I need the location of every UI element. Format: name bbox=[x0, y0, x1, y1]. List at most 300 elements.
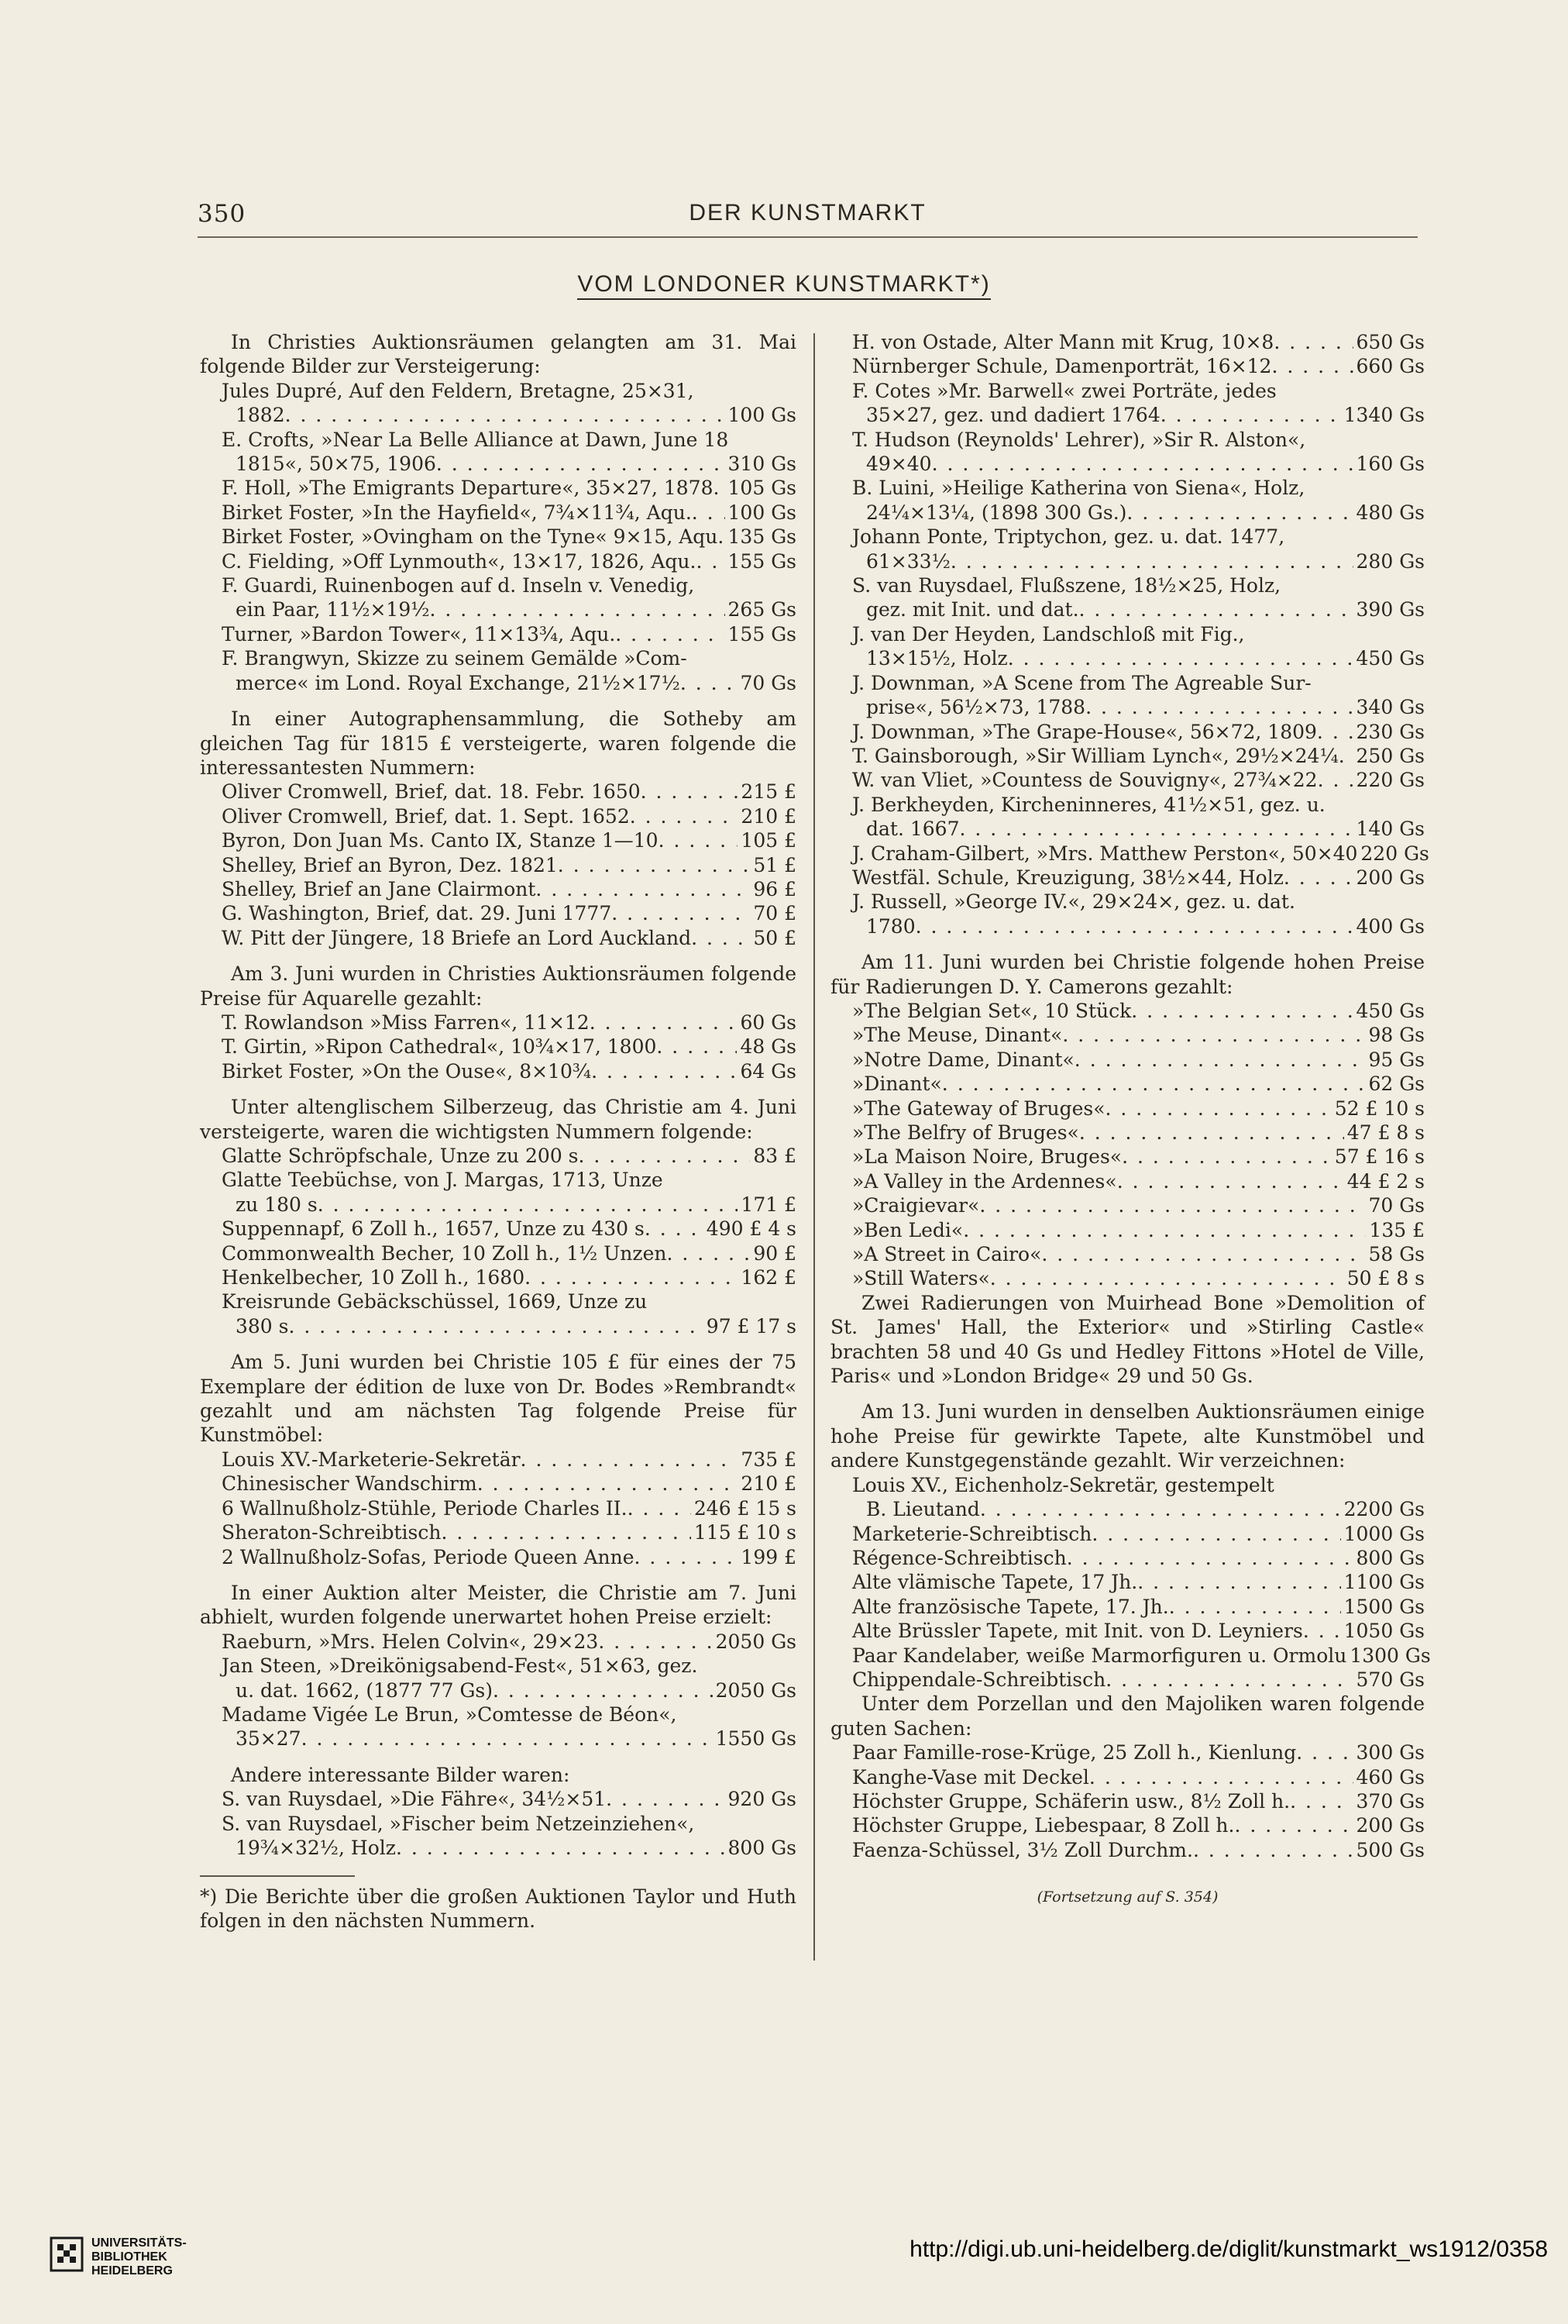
price-entry bbox=[830, 1522, 1425, 1546]
price-entry bbox=[200, 1168, 796, 1192]
price-entry-label: gez. mit Init. und dat. bbox=[866, 598, 1079, 621]
dot-leader bbox=[1271, 354, 1353, 378]
price-entry bbox=[200, 1472, 796, 1496]
price-entry bbox=[200, 926, 796, 950]
dot-leader bbox=[980, 1497, 1341, 1521]
price-entry-label: ein Paar, 11½×19½ bbox=[236, 598, 430, 621]
price-entry-value: 62 Gs bbox=[1368, 1072, 1425, 1096]
price-entry bbox=[830, 1121, 1425, 1145]
price-entry bbox=[830, 1789, 1425, 1813]
price-entry bbox=[200, 1787, 796, 1811]
paragraph: Unter dem Porzellan und den Majoliken waren folgende guten Sachen: bbox=[830, 1692, 1425, 1740]
price-entry-value: 250 Gs bbox=[1356, 744, 1425, 767]
dot-leader bbox=[1274, 330, 1353, 354]
price-entry bbox=[830, 914, 1425, 938]
header-rule bbox=[198, 236, 1418, 238]
price-entry bbox=[200, 379, 796, 403]
price-entry-label: 35×27, gez. und dadiert 1764 bbox=[866, 404, 1161, 427]
price-entry-label: Faenza-Schüssel, 3½ Zoll Durchm. bbox=[852, 1838, 1193, 1861]
price-entry-value: 115 £ 10 s bbox=[693, 1521, 796, 1544]
price-entry bbox=[830, 866, 1425, 890]
price-entry-value: 44 £ 2 s bbox=[1346, 1169, 1425, 1193]
price-entry bbox=[830, 671, 1425, 695]
price-entry-value: 1550 Gs bbox=[715, 1727, 796, 1751]
price-entry bbox=[830, 793, 1425, 817]
price-entry-label: F. Holl, »The Emigrants Departure«, 35×27, 1878 bbox=[222, 477, 714, 500]
price-entry bbox=[830, 525, 1425, 549]
price-entry bbox=[830, 1595, 1425, 1619]
price-list bbox=[200, 1630, 796, 1751]
price-entry-value: 155 Gs bbox=[727, 549, 796, 573]
price-entry-label: »La Maison Noire, Bruges« bbox=[852, 1145, 1123, 1169]
price-entry bbox=[830, 1497, 1425, 1521]
price-entry-label: merce« im Lond. Royal Exchange, 21½×17½ bbox=[236, 671, 680, 694]
dot-leader bbox=[628, 1496, 691, 1520]
price-entry bbox=[200, 828, 796, 852]
price-entry-value: 135 Gs bbox=[727, 525, 796, 549]
price-entry-label: J. Craham-Gilbert, »Mrs. Matthew Perston«, 50×40 bbox=[852, 842, 1358, 865]
price-entry bbox=[200, 525, 796, 549]
dot-leader bbox=[1041, 1242, 1365, 1266]
dot-leader bbox=[1106, 1097, 1332, 1121]
right-column bbox=[830, 330, 1431, 1910]
price-entry bbox=[830, 1838, 1425, 1862]
dot-leader bbox=[477, 1472, 738, 1496]
dot-leader bbox=[696, 549, 724, 573]
price-entry bbox=[830, 720, 1425, 744]
price-entry-label: B. Luini, »Heilige Katherina von Siena«, Holz, bbox=[852, 477, 1305, 500]
price-entry bbox=[830, 354, 1425, 378]
dot-leader bbox=[558, 853, 751, 877]
price-entry-label: S. van Ruysdael, »Fischer beim Netzeinziehen«, bbox=[222, 1812, 695, 1835]
price-entry-value: 230 Gs bbox=[1356, 720, 1425, 743]
price-entry-label: Shelley, Brief an Jane Clairmont bbox=[222, 877, 536, 900]
price-list bbox=[200, 1787, 796, 1860]
price-entry bbox=[200, 1836, 796, 1860]
price-entry bbox=[200, 1059, 796, 1083]
dot-leader bbox=[1290, 1789, 1353, 1813]
price-entry-label: G. Washington, Brief, dat. 29. Juni 1777 bbox=[222, 902, 612, 925]
price-entry bbox=[830, 403, 1425, 427]
dot-leader bbox=[1234, 1813, 1353, 1837]
dot-leader bbox=[1193, 1838, 1353, 1862]
price-entry-value: 50 £ 8 s bbox=[1346, 1267, 1425, 1290]
dot-leader bbox=[963, 1218, 1366, 1242]
library-name-line: HEIDELBERG bbox=[91, 2264, 173, 2278]
price-entry-label: Alte französische Tapete, 17. Jh. bbox=[852, 1595, 1169, 1618]
price-entry-value: 100 Gs bbox=[727, 501, 796, 524]
paragraph: Am 3. Juni wurden in Christies Auktionsräumen folgende Preise für Aquarelle gezahlt: bbox=[200, 962, 796, 1010]
price-entry-label: T. Girtin, »Ripon Cathedral«, 10¾×17, 1800 bbox=[222, 1035, 657, 1059]
price-entry-value: 97 £ 17 s bbox=[706, 1314, 796, 1338]
dot-leader bbox=[429, 597, 724, 621]
library-name-line: BIBLIOTHEK bbox=[91, 2250, 167, 2264]
price-entry bbox=[200, 1289, 796, 1313]
dot-leader bbox=[1008, 646, 1353, 670]
price-entry-value: 800 Gs bbox=[727, 1836, 796, 1859]
price-entry bbox=[830, 1242, 1425, 1266]
price-list bbox=[200, 379, 796, 695]
price-entry-label: »The Meuse, Dinant« bbox=[852, 1024, 1063, 1047]
price-entry-label: Henkelbecher, 10 Zoll h., 1680 bbox=[222, 1266, 525, 1289]
price-entry bbox=[200, 804, 796, 828]
price-entry bbox=[830, 1266, 1425, 1290]
paragraph: Am 13. Juni wurden in denselben Auktionsräumen einige hohe Preise für gewirkte Tapete, alte Kunstmöbel und andere Kunstgegenstände gezahlt. Wir verzeichnen: bbox=[830, 1400, 1425, 1472]
price-entry bbox=[830, 1048, 1425, 1072]
price-entry bbox=[830, 1169, 1425, 1193]
dot-leader bbox=[1137, 1570, 1340, 1594]
price-entry-label: 61×33½ bbox=[866, 549, 951, 573]
price-entry-label: 6 Wallnußholz-Stühle, Periode Charles II. bbox=[222, 1496, 628, 1520]
price-entry-value: 83 £ bbox=[753, 1145, 796, 1167]
price-entry-label: Alte Brüssler Tapete, mit Init. von D. Leyniers bbox=[852, 1620, 1303, 1643]
price-entry-label: 24¼×13¼, (1898 300 Gs.) bbox=[866, 501, 1127, 524]
price-entry-label: Shelley, Brief an Byron, Dez. 1821 bbox=[222, 853, 558, 876]
price-entry-label: »The Belgian Set«, 10 Stück bbox=[852, 999, 1132, 1022]
price-entry-value: 200 Gs bbox=[1356, 1814, 1425, 1837]
dot-leader bbox=[606, 1787, 724, 1811]
paragraph: Am 11. Juni wurden bei Christie folgende hohen Preise für Radierungen D. Y. Camerons gezahlt: bbox=[830, 951, 1425, 998]
price-entry bbox=[200, 403, 796, 427]
price-entry-label: »The Gateway of Bruges« bbox=[852, 1097, 1106, 1120]
price-entry-label: 1882 bbox=[236, 404, 285, 427]
dot-leader bbox=[1075, 1048, 1366, 1072]
dot-leader bbox=[1161, 403, 1341, 427]
price-entry bbox=[830, 744, 1425, 768]
price-entry bbox=[200, 1011, 796, 1035]
price-entry bbox=[830, 622, 1425, 646]
price-entry-label: 1780 bbox=[866, 914, 916, 938]
price-entry-value: 140 Gs bbox=[1356, 818, 1425, 841]
price-entry-label: S. van Ruysdael, »Die Fähre«, 34½×51 bbox=[222, 1788, 607, 1811]
price-entry bbox=[200, 1496, 796, 1520]
price-entry-value: 1500 Gs bbox=[1343, 1595, 1425, 1618]
price-entry bbox=[200, 1241, 796, 1265]
dot-leader bbox=[656, 1035, 737, 1059]
price-entry-label: Kanghe-Vase mit Deckel bbox=[852, 1765, 1089, 1789]
price-entry-value: 98 Gs bbox=[1368, 1024, 1425, 1047]
price-entry-label: C. Fielding, »Off Lynmouth«, 13×17, 1826, Aqu. bbox=[222, 549, 696, 573]
price-entry bbox=[200, 1727, 796, 1751]
dot-leader bbox=[285, 403, 725, 427]
price-entry-label: 380 s bbox=[236, 1314, 289, 1338]
price-entry bbox=[830, 330, 1425, 354]
price-entry bbox=[200, 622, 796, 646]
dot-leader bbox=[1318, 768, 1353, 792]
source-url-link[interactable]: http://digi.ub.uni-heidelberg.de/diglit/kunstmarkt_ws1912/0358 bbox=[910, 2236, 1548, 2262]
dot-leader bbox=[714, 476, 725, 500]
price-entry bbox=[830, 1473, 1425, 1497]
price-entry-value: 650 Gs bbox=[1356, 331, 1425, 353]
price-entry-value: 220 Gs bbox=[1360, 842, 1429, 865]
dot-leader bbox=[301, 1727, 713, 1751]
price-entry-label: Marketerie-Schreibtisch bbox=[852, 1522, 1092, 1545]
price-entry-value: 1340 Gs bbox=[1343, 404, 1425, 427]
price-entry bbox=[830, 428, 1425, 452]
price-entry bbox=[200, 597, 796, 621]
column-divider bbox=[813, 333, 815, 1961]
price-entry-value: 370 Gs bbox=[1356, 1789, 1425, 1813]
price-entry-label: Höchster Gruppe, Schäferin usw., 8½ Zoll h. bbox=[852, 1789, 1291, 1813]
price-entry-label: Oliver Cromwell, Brief, dat. 18. Febr. 1650 bbox=[222, 780, 641, 804]
price-entry-label: 19¾×32½, Holz bbox=[236, 1836, 396, 1859]
price-entry-label: »Notre Dame, Dinant« bbox=[852, 1048, 1075, 1071]
price-entry bbox=[830, 1740, 1425, 1765]
price-entry-value: 660 Gs bbox=[1356, 355, 1425, 378]
dot-leader bbox=[318, 1193, 738, 1217]
price-entry-label: Glatte Teebüchse, von J. Margas, 1713, Unze bbox=[222, 1169, 663, 1192]
price-entry-value: 160 Gs bbox=[1356, 453, 1425, 476]
price-entry-label: B. Lieutand bbox=[866, 1498, 980, 1521]
price-entry bbox=[200, 853, 796, 877]
dot-leader bbox=[436, 452, 725, 476]
price-entry bbox=[830, 549, 1425, 573]
price-entry-label: Paar Famille-rose-Krüge, 25 Zoll h., Kienlung bbox=[852, 1741, 1297, 1765]
dot-leader bbox=[1284, 866, 1353, 890]
price-entry-label: Johann Ponte, Triptychon, gez. u. dat. 1477, bbox=[852, 525, 1285, 549]
dot-leader bbox=[493, 1678, 713, 1703]
price-entry-label: W. van Vliet, »Countess de Souvigny«, 27¾×22 bbox=[852, 769, 1318, 792]
dot-leader bbox=[692, 501, 725, 525]
price-entry-label: Kreisrunde Gebäckschüssel, 1669, Unze zu bbox=[222, 1290, 648, 1313]
price-entry-label: »Craigievar« bbox=[852, 1194, 980, 1217]
price-entry-value: 300 Gs bbox=[1356, 1741, 1425, 1765]
dot-leader bbox=[959, 817, 1353, 841]
dot-leader bbox=[1317, 720, 1353, 744]
price-entry-label: Oliver Cromwell, Brief, dat. 1. Sept. 1652 bbox=[222, 804, 630, 828]
price-entry bbox=[200, 428, 796, 452]
price-entry bbox=[830, 817, 1425, 841]
page-number: 350 bbox=[198, 200, 246, 228]
dot-leader bbox=[1126, 501, 1353, 525]
price-entry bbox=[830, 1765, 1425, 1789]
price-entry-label: 2 Wallnußholz-Sofas, Periode Queen Anne bbox=[222, 1545, 634, 1568]
price-entry bbox=[200, 1520, 796, 1544]
price-entry-value: 58 Gs bbox=[1368, 1243, 1425, 1266]
price-entry-label: Birket Foster, »On the Ouse«, 8×10¾ bbox=[222, 1059, 592, 1083]
price-entry-label: H. von Ostade, Alter Mann mit Krug, 10×8 bbox=[852, 331, 1274, 353]
price-entry-label: Birket Foster, »In the Hayfield«, 7¾×11¾, Aqu. bbox=[222, 501, 692, 524]
price-entry-value: 96 £ bbox=[753, 877, 796, 900]
dot-leader bbox=[591, 1059, 737, 1083]
dot-leader bbox=[1079, 1121, 1344, 1145]
dot-leader bbox=[521, 1448, 738, 1472]
price-entry-value: 105 £ bbox=[741, 829, 796, 852]
dot-leader bbox=[691, 926, 750, 950]
price-list bbox=[830, 999, 1425, 1291]
price-entry bbox=[830, 1072, 1425, 1096]
price-entry-label: Louis XV.-Marketerie-Sekretär bbox=[222, 1448, 521, 1471]
price-entry bbox=[830, 1813, 1425, 1837]
dot-leader bbox=[630, 804, 738, 828]
price-entry-value: 52 £ 10 s bbox=[1334, 1097, 1425, 1120]
dot-leader bbox=[1296, 1740, 1353, 1765]
price-entry-label: Sheraton-Schreibtisch bbox=[222, 1521, 442, 1544]
price-list bbox=[830, 1473, 1431, 1692]
dot-leader bbox=[1339, 744, 1353, 768]
price-entry-label: Alte vlämische Tapete, 17 Jh. bbox=[852, 1571, 1138, 1594]
dot-leader bbox=[658, 828, 738, 852]
price-entry bbox=[200, 1545, 796, 1569]
dot-leader bbox=[1303, 1619, 1341, 1643]
price-entry-label: J. Russell, »George IV.«, 29×24×, gez. u. dat. bbox=[852, 890, 1295, 914]
price-entry bbox=[830, 768, 1425, 792]
price-entry-label: T. Gainsborough, »Sir William Lynch«, 29½×24¼ bbox=[852, 744, 1339, 767]
paragraph: Unter altenglischem Silberzeug, das Christie am 4. Juni versteigerte, waren die wichtigsten Nummern folgende: bbox=[200, 1096, 796, 1143]
price-entry bbox=[830, 501, 1425, 525]
dot-leader bbox=[641, 780, 738, 804]
dot-leader bbox=[441, 1520, 690, 1544]
continuation-note: (Fortsetzung auf S. 354) bbox=[1037, 1888, 1219, 1906]
dot-leader bbox=[951, 549, 1353, 573]
price-list bbox=[200, 1011, 796, 1083]
price-entry-value: 200 Gs bbox=[1356, 866, 1425, 889]
journal-title: DER KUNSTMARKT bbox=[689, 200, 927, 226]
price-entry-value: 155 Gs bbox=[727, 622, 796, 646]
price-entry-value: 57 £ 16 s bbox=[1334, 1145, 1425, 1169]
price-entry-label: »Still Waters« bbox=[852, 1267, 990, 1290]
price-entry-label: »The Belfry of Bruges« bbox=[852, 1121, 1079, 1144]
price-entry-label: 13×15½, Holz bbox=[866, 647, 1008, 670]
price-entry-value: 265 Gs bbox=[727, 598, 796, 621]
library-logo-icon bbox=[50, 2236, 84, 2272]
paragraph: In einer Auktion alter Meister, die Christie am 7. Juni abhielt, wurden folgende unerwartet hohen Preise erzielt: bbox=[200, 1581, 796, 1629]
price-entry bbox=[830, 1570, 1425, 1594]
price-entry-value: 105 Gs bbox=[727, 477, 796, 500]
paragraph: In einer Autographensammlung, die Sotheby am gleichen Tag für 1815 £ versteigerte, waren folgende die interessantesten Nummern: bbox=[200, 708, 796, 779]
dot-leader bbox=[396, 1836, 725, 1860]
price-entry-value: 570 Gs bbox=[1356, 1668, 1425, 1691]
price-entry-label: F. Guardi, Ruinenbogen auf d. Inseln v. Venedig, bbox=[222, 574, 695, 597]
price-entry-value: 70 Gs bbox=[1368, 1194, 1425, 1217]
dot-leader bbox=[680, 671, 738, 695]
price-entry-label: Chinesischer Wandschirm bbox=[222, 1472, 477, 1496]
dot-leader bbox=[1092, 1522, 1340, 1546]
left-column bbox=[200, 330, 796, 1933]
price-entry-label: dat. 1667 bbox=[866, 818, 960, 841]
price-entry-label: »A Street in Cairo« bbox=[852, 1243, 1042, 1266]
dot-leader bbox=[590, 1011, 738, 1035]
library-name-line: UNIVERSITÄTS- bbox=[91, 2236, 187, 2250]
price-entry bbox=[200, 877, 796, 901]
price-entry bbox=[200, 1703, 796, 1727]
price-entry-value: 800 Gs bbox=[1356, 1546, 1425, 1569]
price-entry-value: 135 £ bbox=[1369, 1218, 1425, 1241]
dot-leader bbox=[535, 877, 750, 901]
price-entry bbox=[830, 573, 1425, 597]
dot-leader bbox=[1067, 1546, 1353, 1570]
price-entry-value: 210 £ bbox=[741, 1472, 796, 1496]
price-entry-label: Jan Steen, »Dreikönigsabend-Fest«, 51×63, gez. bbox=[222, 1654, 698, 1678]
price-entry-value: 920 Gs bbox=[727, 1788, 796, 1811]
price-entry-label: Paar Kandelaber, weiße Marmorfiguren u. Ormolu bbox=[852, 1644, 1347, 1667]
dot-leader bbox=[1089, 1765, 1353, 1789]
dot-leader bbox=[1169, 1595, 1341, 1619]
dot-leader bbox=[932, 452, 1353, 476]
price-entry-label: F. Brangwyn, Skizze zu seinem Gemälde »Com- bbox=[222, 647, 687, 670]
price-entry bbox=[200, 1314, 796, 1338]
price-entry bbox=[200, 1265, 796, 1289]
paragraph: In Christies Auktionsräumen gelangten am 31. Mai folgende Bilder zur Versteigerung: bbox=[200, 331, 796, 378]
price-entry bbox=[200, 501, 796, 525]
price-list bbox=[830, 330, 1429, 938]
price-entry-label: u. dat. 1662, (1877 77 Gs) bbox=[236, 1678, 493, 1702]
paragraph: Andere interessante Bilder waren: bbox=[231, 1763, 570, 1786]
price-entry-label: S. van Ruysdael, Flußszene, 18½×25, Holz, bbox=[852, 574, 1281, 597]
price-entry-value: 50 £ bbox=[753, 926, 796, 949]
paragraph: Zwei Radierungen von Muirhead Bone »Demolition of St. James' Hall, the Exterior« und »Stirling Castle« brachten 58 und 40 Gs und Hedley Fittons »Hotel de Ville, Paris« und »London Bridge« 29 und 50 Gs. bbox=[830, 1291, 1425, 1388]
price-entry bbox=[830, 1193, 1425, 1217]
price-entry-value: 490 £ 4 s bbox=[706, 1217, 796, 1241]
price-entry bbox=[830, 890, 1425, 914]
price-entry-label: Birket Foster, »Ovingham on the Tyne« 9×15, Aqu. bbox=[222, 525, 724, 549]
price-entry bbox=[830, 999, 1425, 1023]
price-entry bbox=[200, 549, 796, 573]
article-title-text: VOM LONDONER KUNSTMARKT*) bbox=[577, 271, 990, 300]
price-entry bbox=[830, 1097, 1425, 1121]
price-entry-label: »A Valley in the Ardennes« bbox=[852, 1169, 1117, 1193]
price-entry bbox=[200, 780, 796, 804]
price-entry-value: 95 Gs bbox=[1368, 1048, 1425, 1071]
price-entry bbox=[830, 1023, 1425, 1047]
dot-leader bbox=[1079, 597, 1353, 621]
price-entry-value: 1050 Gs bbox=[1343, 1620, 1425, 1643]
price-entry-label: Jules Dupré, Auf den Feldern, Bretagne, 25×31, bbox=[222, 379, 694, 402]
price-entry-label: Byron, Don Juan Ms. Canto IX, Stanze 1—10 bbox=[222, 829, 658, 852]
dot-leader bbox=[1085, 695, 1353, 719]
price-entry bbox=[200, 901, 796, 925]
price-entry-label: zu 180 s bbox=[236, 1193, 318, 1216]
dot-leader bbox=[579, 1144, 751, 1168]
price-entry bbox=[200, 452, 796, 476]
price-entry-label: Westfäl. Schule, Kreuzigung, 38½×44, Holz bbox=[852, 866, 1284, 889]
price-entry-label: 35×27 bbox=[236, 1727, 301, 1751]
price-entry-value: 210 £ bbox=[741, 804, 796, 828]
price-entry bbox=[200, 1630, 796, 1654]
price-entry bbox=[830, 1644, 1431, 1668]
price-entry-label: »Ben Ledi« bbox=[852, 1218, 964, 1241]
price-entry bbox=[200, 671, 796, 695]
price-entry bbox=[200, 1812, 796, 1836]
price-entry-label: T. Rowlandson »Miss Farren«, 11×12 bbox=[222, 1011, 590, 1034]
price-entry-label: Madame Vigée Le Brun, »Comtesse de Béon«, bbox=[222, 1703, 677, 1726]
price-entry bbox=[830, 842, 1429, 866]
price-entry-value: 2050 Gs bbox=[715, 1630, 796, 1653]
library-name bbox=[91, 2236, 187, 2278]
price-entry-value: 400 Gs bbox=[1356, 914, 1425, 938]
article-title bbox=[0, 271, 1568, 298]
dot-leader bbox=[598, 1630, 712, 1654]
price-entry bbox=[830, 597, 1425, 621]
dot-leader bbox=[645, 1217, 703, 1241]
price-entry bbox=[830, 1546, 1425, 1570]
price-entry-value: 215 £ bbox=[741, 780, 796, 804]
dot-leader bbox=[942, 1072, 1366, 1096]
price-entry-label: J. Downman, »A Scene from The Agreable Sur- bbox=[852, 671, 1312, 694]
price-entry-label: T. Hudson (Reynolds' Lehrer), »Sir R. Alston«, bbox=[852, 428, 1306, 451]
price-entry-value: 220 Gs bbox=[1356, 769, 1425, 792]
price-entry bbox=[830, 476, 1425, 500]
price-entry-value: 450 Gs bbox=[1356, 999, 1425, 1022]
price-entry bbox=[200, 646, 796, 670]
price-entry-value: 1100 Gs bbox=[1343, 1571, 1425, 1594]
price-entry bbox=[200, 1217, 796, 1241]
price-entry bbox=[200, 1193, 796, 1217]
price-entry bbox=[830, 379, 1425, 403]
price-entry-value: 500 Gs bbox=[1356, 1838, 1425, 1861]
footnote: *) Die Berichte über die großen Auktionen Taylor und Huth folgen in den nächsten Nummern. bbox=[200, 1885, 796, 1933]
price-entry-value: 48 Gs bbox=[740, 1035, 796, 1059]
